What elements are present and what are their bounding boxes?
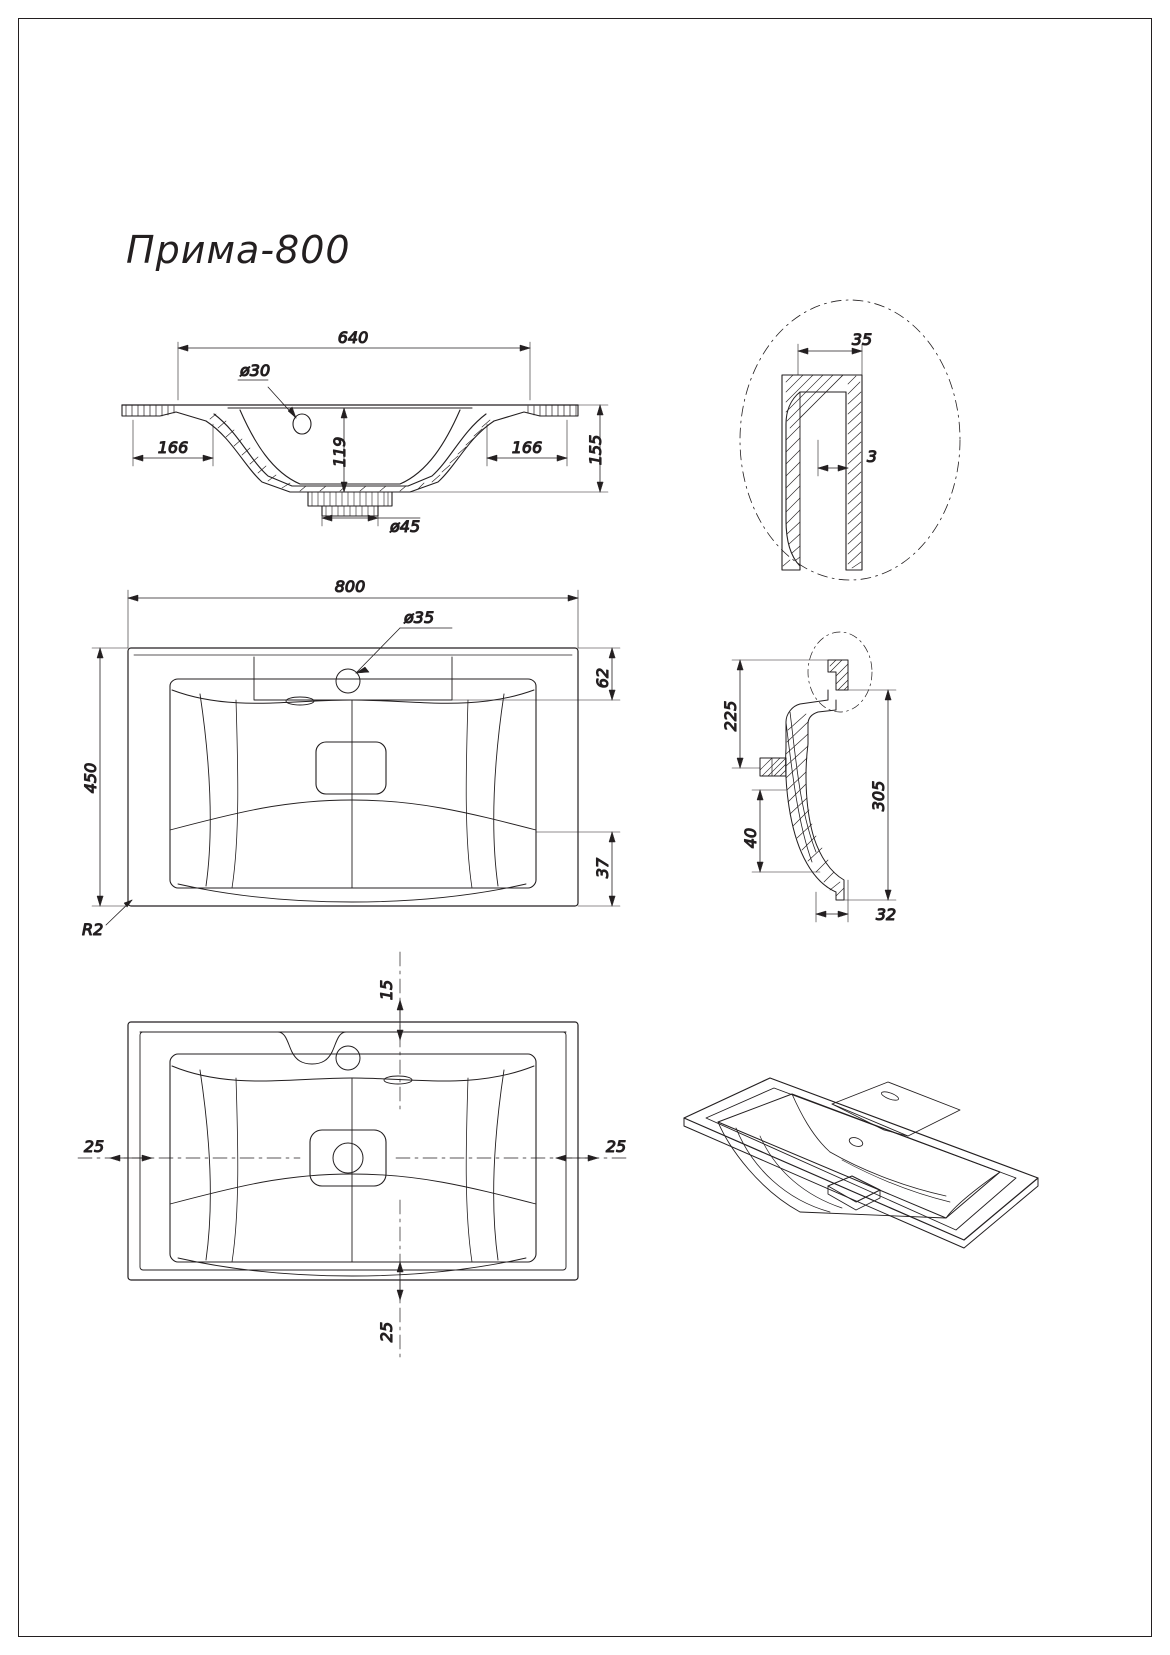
dim-225: 225	[721, 700, 740, 732]
dim-r2: R2	[82, 920, 104, 939]
dim-d45: ø45	[390, 517, 421, 536]
dim-15: 15	[377, 979, 396, 1001]
dim-d30: ø30	[240, 361, 271, 380]
dim-62: 62	[593, 667, 612, 689]
front-section-view	[122, 328, 608, 536]
dim-25-right: 25	[605, 1137, 627, 1156]
dim-166-left: 166	[157, 438, 189, 457]
dim-d35-hole: ø35	[404, 608, 435, 627]
dim-40: 40	[741, 827, 760, 849]
side-section-view	[721, 632, 896, 924]
bottom-view	[78, 952, 628, 1360]
detail-view-top-right	[740, 300, 960, 580]
dim-800: 800	[334, 577, 366, 596]
dim-3-detail: 3	[866, 447, 878, 466]
dim-32: 32	[875, 905, 897, 924]
dim-25-bottom: 25	[377, 1321, 396, 1343]
dim-119: 119	[330, 436, 349, 468]
dim-640: 640	[337, 328, 369, 347]
top-view	[81, 577, 620, 939]
isometric-view	[684, 1078, 1038, 1248]
page-title: Прима-800	[126, 228, 351, 272]
dim-450: 450	[81, 762, 100, 794]
dim-155: 155	[586, 434, 605, 466]
dim-305: 305	[869, 780, 888, 812]
dim-25-left: 25	[83, 1137, 105, 1156]
dim-37: 37	[593, 857, 612, 879]
dim-35-detail: 35	[851, 330, 873, 349]
dim-166-right: 166	[511, 438, 543, 457]
